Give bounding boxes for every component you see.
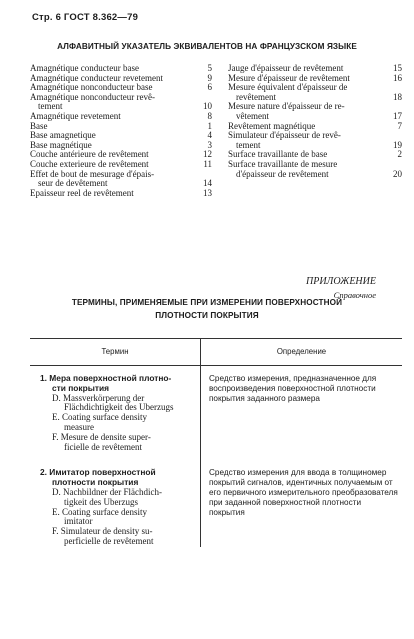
page-header: Стр. 6 ГОСТ 8.362—79 bbox=[32, 12, 139, 23]
table-row bbox=[30, 366, 402, 459]
definition-2: Средство измерения для ввода в толщиномер покрытий сигналов, идентичных получаемым от его первичного измерительного преобразователя при заданной поверхностной плотности покрытия bbox=[209, 468, 398, 518]
index-entry: Couche antérieure de revêtement 12 bbox=[30, 149, 212, 160]
index-entry: Epaisseur reel de revêtement 13 bbox=[30, 187, 212, 198]
index-entry: seur de devêtement 14 bbox=[38, 178, 212, 189]
index-left-column bbox=[30, 64, 212, 198]
index-right-column bbox=[228, 64, 402, 179]
index-entry: Amagnétique conducteur base 5 bbox=[30, 63, 212, 73]
table-row bbox=[30, 458, 402, 546]
index-entry: Jauge d'épaisseur de revêtement 15 bbox=[228, 63, 402, 73]
table-header-row bbox=[30, 339, 402, 366]
index-entry: Amagnétique nonconducteur revê- bbox=[30, 91, 155, 102]
index-entry: d'épaisseur de revêtement 20 bbox=[236, 168, 402, 179]
index-entry: Couche exterieure de revêtement 11 bbox=[30, 158, 212, 169]
index-entry: Amagnétique revetement 8 bbox=[30, 110, 212, 121]
appendix-sublabel: Справочное bbox=[333, 290, 376, 300]
index-entry: vêtement 17 bbox=[236, 110, 402, 121]
index-entry: Surface travaillante de mesure bbox=[228, 158, 338, 169]
term-entry-1: 1. Мера поверхностной плотно- сти покрытия D. Massverkörperung der Flächdichtigkeit des Uberzugs E. Coating surface density measure F. Mesure de densite super- ficielle de revêtement bbox=[40, 373, 174, 452]
index-entry: tement 10 bbox=[38, 101, 212, 112]
index-entry: Amagnétique conducteur revetement 9 bbox=[30, 72, 212, 83]
column-header-term: Термин bbox=[30, 339, 201, 366]
index-entry: Mesure nature d'épaisseur de re- bbox=[228, 101, 345, 112]
terms-title-line-1: ТЕРМИНЫ, ПРИМЕНЯЕМЫЕ ПРИ ИЗМЕРЕНИИ ПОВЕРХНОСТНОЙ bbox=[71, 298, 343, 307]
column-header-definition: Определение bbox=[201, 339, 403, 366]
index-entry: Simulateur d'épaisseur de revê- bbox=[228, 130, 341, 141]
index-entry: Base 1 bbox=[30, 120, 212, 131]
index-entry: revêtement 18 bbox=[236, 91, 402, 102]
index-entry: Revêtement magnétique 7 bbox=[228, 120, 402, 131]
index-entry: Amagnétique nonconducteur base 6 bbox=[30, 82, 212, 93]
index-entry: Effet de bout de mesurage d'épais- bbox=[30, 168, 155, 179]
appendix-label: ПРИЛОЖЕНИЕ bbox=[306, 276, 376, 287]
index-title: АЛФАВИТНЫЙ УКАЗАТЕЛЬ ЭКВИВАЛЕНТОВ НА ФРАНЦУЗСКОМ ЯЗЫКЕ bbox=[57, 42, 357, 51]
index-entry: Base magnétique 3 bbox=[30, 139, 212, 150]
definition-1: Средство измерения, предназначенное для воспроизведения поверхностной плотности покрытия заданного размера bbox=[209, 374, 377, 403]
terms-title-line-2: ПЛОТНОСТИ ПОКРЫТИЯ bbox=[155, 311, 259, 320]
terms-table bbox=[30, 338, 402, 547]
index-entry: Surface travaillante de base 2 bbox=[228, 149, 402, 160]
index-entry: Mesure d'épaisseur de revêtement 16 bbox=[228, 72, 402, 83]
term-entry-2: 2. Имитатор поверхностной плотности покрытия D. Nachbildner der Flächdich- tigkeit des Uberzugs E. Coating surface density imitator F. Simulateur de density su- perficielle de revêtement bbox=[40, 467, 162, 546]
index-entry: tement 19 bbox=[236, 139, 402, 150]
index-entry: Mesure équivalent d'épaisseur de bbox=[228, 82, 348, 93]
index-entry: Base amagnetique 4 bbox=[30, 130, 212, 141]
